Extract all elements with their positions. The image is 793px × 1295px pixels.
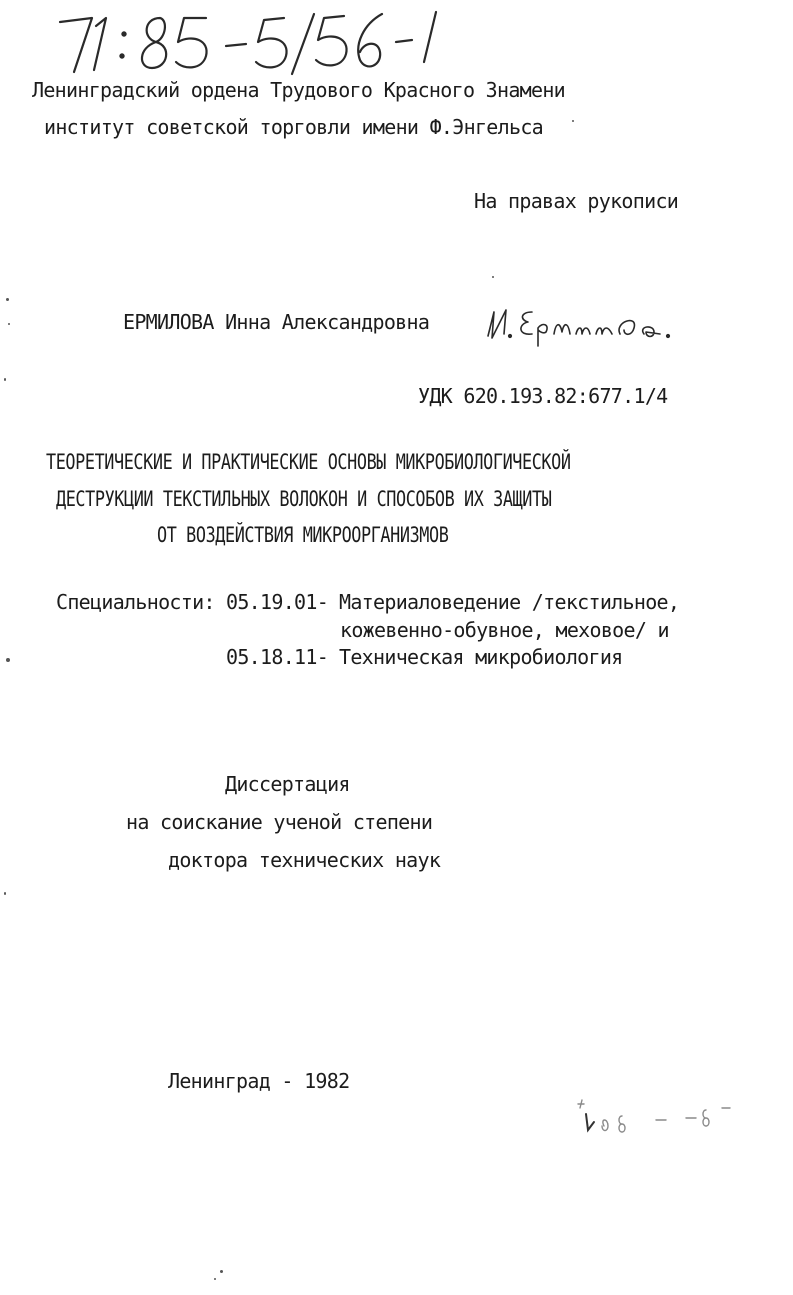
author-name: ЕРМИЛОВА Инна Александровна	[123, 310, 430, 334]
margin-speck	[8, 323, 10, 325]
institute-line-2: институт советской торговли имени Ф.Энгельса	[44, 115, 544, 139]
margin-speck	[6, 658, 10, 662]
dissertation-line-2: на соискание ученой степени	[126, 810, 433, 834]
specialty-code-1: 05.19.01-	[226, 590, 329, 614]
margin-speck	[6, 298, 9, 301]
margin-speck	[572, 120, 574, 122]
specialty-name-2: Техническая микробиология	[339, 645, 623, 669]
specialty-code-2: 05.18.11-	[226, 645, 329, 669]
title-line-1: ТЕОРЕТИЧЕСКИЕ И ПРАКТИЧЕСКИЕ ОСНОВЫ МИКРОБИОЛОГИЧЕСКОЙ	[46, 450, 571, 474]
margin-speck	[220, 1270, 223, 1273]
specialty-name-1-line-1: Материаловедение /текстильное,	[339, 590, 680, 614]
specialties-label: Специальности:	[56, 590, 215, 614]
udc-code: УДК 620.193.82:677.1/4	[418, 384, 668, 408]
dissertation-line-3: доктора технических наук	[168, 848, 441, 872]
institute-line-1: Ленинградский ордена Трудового Красного Знамени	[32, 78, 566, 102]
margin-speck	[492, 276, 494, 278]
title-line-3: ОТ ВОЗДЕЙСТВИЯ МИКРООРГАНИЗМОВ	[157, 523, 449, 547]
dissertation-line-1: Диссертация	[225, 772, 350, 796]
city-year: Ленинград - 1982	[168, 1069, 350, 1093]
margin-speck	[4, 378, 6, 381]
margin-speck	[4, 892, 6, 895]
specialty-name-1-line-2: кожевенно-обувное, меховое/ и	[340, 618, 669, 642]
title-line-2: ДЕСТРУКЦИИ ТЕКСТИЛЬНЫХ ВОЛОКОН И СПОСОБОВ ИХ ЗАЩИТЫ	[56, 487, 552, 511]
margin-speck	[214, 1278, 216, 1280]
archive-number-handwritten	[52, 4, 442, 80]
faint-stamp-mark	[574, 1096, 744, 1140]
author-signature	[478, 294, 678, 352]
manuscript-note: На правах рукописи	[474, 189, 679, 213]
